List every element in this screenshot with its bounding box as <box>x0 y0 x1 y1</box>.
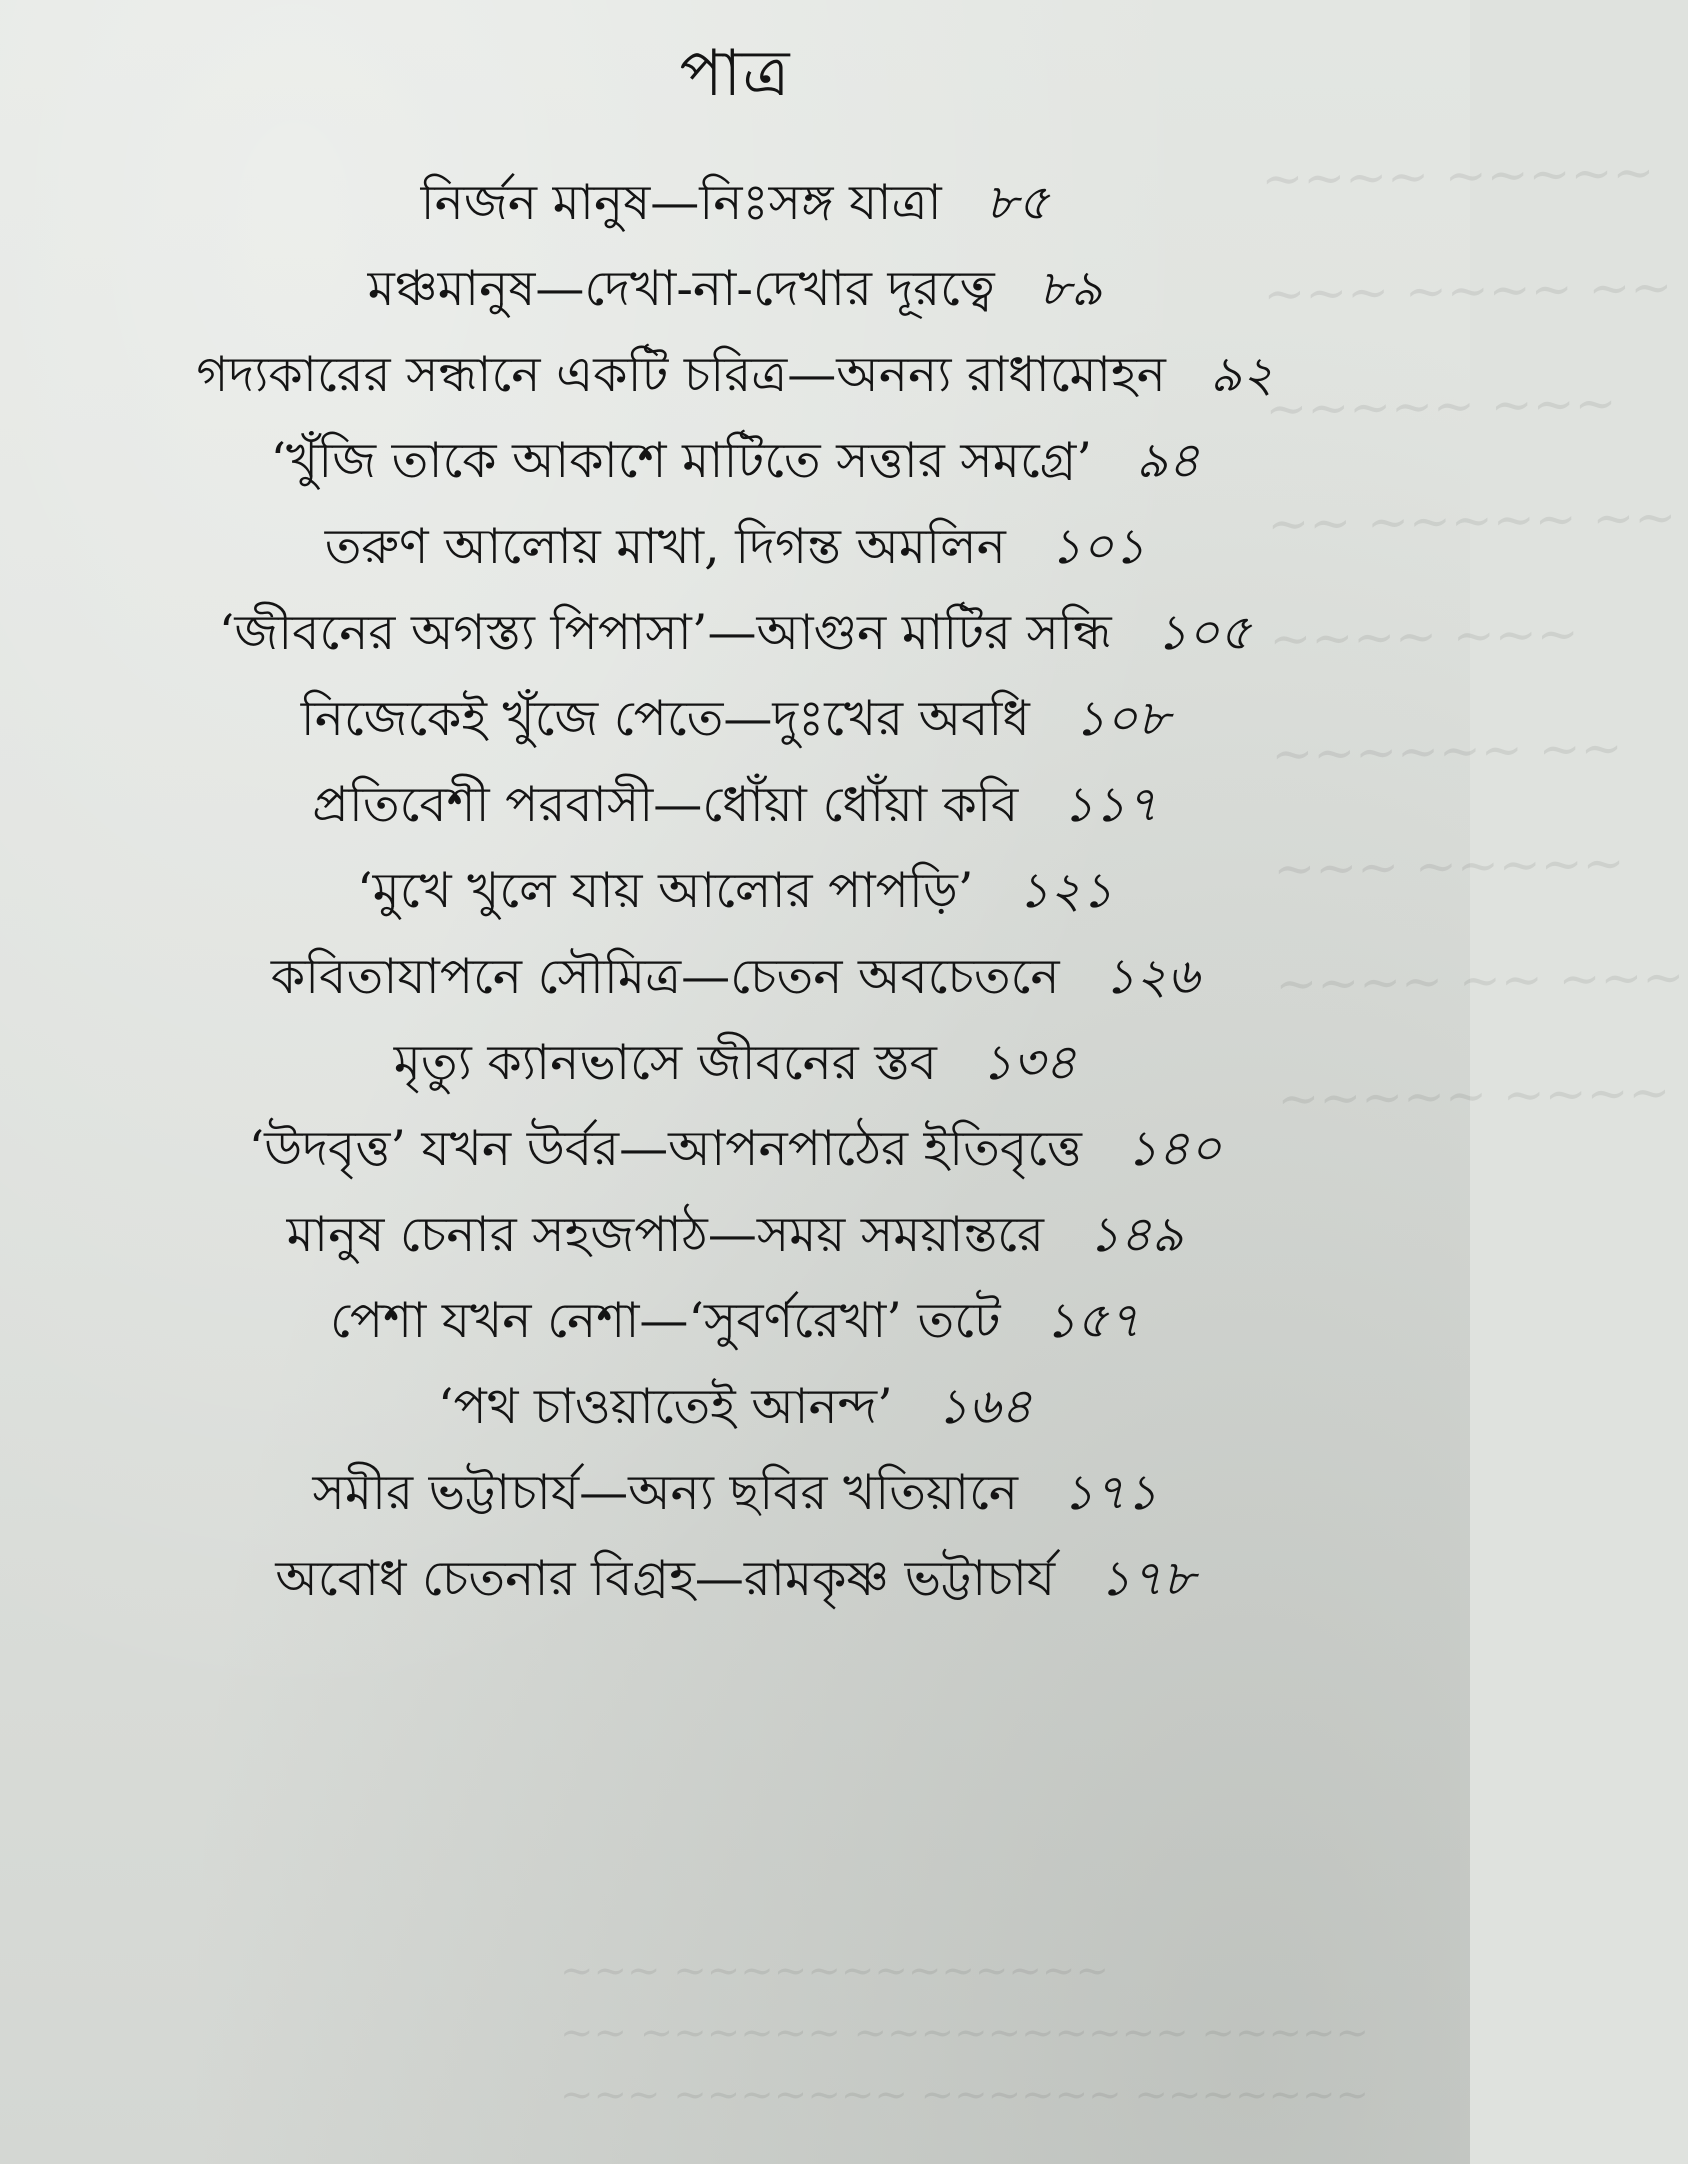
entry-page-number: ৯২ <box>1209 346 1274 403</box>
entry-page-number: ১২৬ <box>1103 948 1200 1005</box>
entry-page-number: ১১৭ <box>1062 776 1158 833</box>
entry-title: কবিতাযাপনে সৌমিত্র—চেতন অবচেতনে <box>270 948 1060 1005</box>
contents-entry <box>60 332 1410 418</box>
entry-title: প্রতিবেশী পরবাসী—ধোঁয়া ধোঁয়া কবি <box>312 776 1019 833</box>
entry-title: ‘উদবৃত্ত’ যখন উর্বর—আপনপাঠের ইতিবৃত্তে <box>248 1120 1082 1177</box>
entry-page-number: ১০৮ <box>1073 690 1170 747</box>
entry-page-number: ১৩৪ <box>980 1034 1077 1091</box>
entry-title: ‘পথ চাওয়াতেই আনন্দ’ <box>437 1378 893 1435</box>
contents-list <box>60 160 1410 1622</box>
entry-page-number: ১৪০ <box>1125 1120 1222 1177</box>
entry-title: অবোধ চেতনার বিগ্রহ—রামকৃষ্ণ ভট্টাচার্য <box>275 1550 1056 1607</box>
contents-entry <box>60 1192 1410 1278</box>
entry-title: মঞ্চমানুষ—দেখা-না-দেখার দূরত্বে <box>367 260 995 317</box>
contents-entry <box>60 676 1410 762</box>
entry-title: ‘খুঁজি তাকে আকাশে মাটিতে সত্তার সমগ্রে’ <box>270 432 1092 489</box>
entry-title: তরুণ আলোয় মাখা, দিগন্ত অমলিন <box>324 518 1006 575</box>
entry-title: ‘মুখে খুলে যায় আলোর পাপড়ি’ <box>357 862 974 919</box>
contents-entry <box>60 1450 1410 1536</box>
entry-title: নিজেকেই খুঁজে পেতে—দুঃখের অবধি <box>300 690 1030 747</box>
contents-entry <box>60 762 1410 848</box>
contents-entry <box>60 1020 1410 1106</box>
contents-entry <box>60 246 1410 332</box>
entry-page-number: ১৬৪ <box>936 1378 1033 1435</box>
contents-entry <box>60 1536 1410 1622</box>
entry-page-number: ৮৯ <box>1038 260 1103 317</box>
entry-title: পেশা যখন নেশা—‘সুবর্ণরেখা’ তটে <box>329 1292 1001 1349</box>
entry-title: নির্জন মানুষ—নিঃসঙ্গ যাত্রা <box>420 174 942 231</box>
entry-page-number: ১৪৯ <box>1087 1206 1184 1263</box>
contents-entry <box>60 590 1410 676</box>
contents-entry <box>60 160 1410 246</box>
show-through-text-right: ~~~~ ~~~~~ ~~~ ~~~~ ~~ ~~~~~ ~~~ ~~ ~~~~~ ~~ ~~~~ ~~~ ~~~~~~ ~~ ~~~ ~~~~~ ~~~~ ~~ ~~~ ~~~~~ ~~~~ <box>1260 143 1685 1129</box>
show-through-text-bottom: ~~~ ~~~~~~~~~~~~~ ~~ ~~~~~~ ~~~~~~~~~~ ~~~~~ ~~~ ~~~~~~~ ~~~~~~ ~~~~~~~ <box>560 1948 1370 2118</box>
entry-page-number: ৮৫ <box>985 174 1050 231</box>
contents-entry <box>60 418 1410 504</box>
contents-entry <box>60 848 1410 934</box>
entry-title: মৃত্যু ক্যানভাসে জীবনের স্তব <box>393 1034 937 1091</box>
contents-entry <box>60 1364 1410 1450</box>
contents-entry <box>60 1106 1410 1192</box>
entry-title: মানুষ চেনার সহজপাঠ—সময় সময়ান্তরে <box>286 1206 1044 1263</box>
entry-page-number: ১৫৭ <box>1044 1292 1141 1349</box>
page-title: পাত্র <box>679 37 791 111</box>
entry-title: সমীর ভট্টাচার্য—অন্য ছবির খতিয়ানে <box>312 1464 1019 1521</box>
entry-page-number: ১২১ <box>1017 862 1113 919</box>
entry-page-number: ১০১ <box>1049 518 1146 575</box>
entry-page-number: ১৭১ <box>1062 1464 1158 1521</box>
entry-title: গদ্যকারের সন্ধানে একটি চরিত্র—অনন্য রাধামোহন <box>196 346 1166 403</box>
entry-page-number: ১৭৮ <box>1099 1550 1195 1607</box>
entry-page-number: ১০৫ <box>1155 604 1252 661</box>
entry-page-number: ৯৪ <box>1135 432 1200 489</box>
contents-entry <box>60 1278 1410 1364</box>
entry-title: ‘জীবনের অগস্ত্য পিপাসা’—আগুন মাটির সন্ধি <box>218 604 1112 661</box>
contents-entry <box>60 934 1410 1020</box>
contents-entry <box>60 504 1410 590</box>
